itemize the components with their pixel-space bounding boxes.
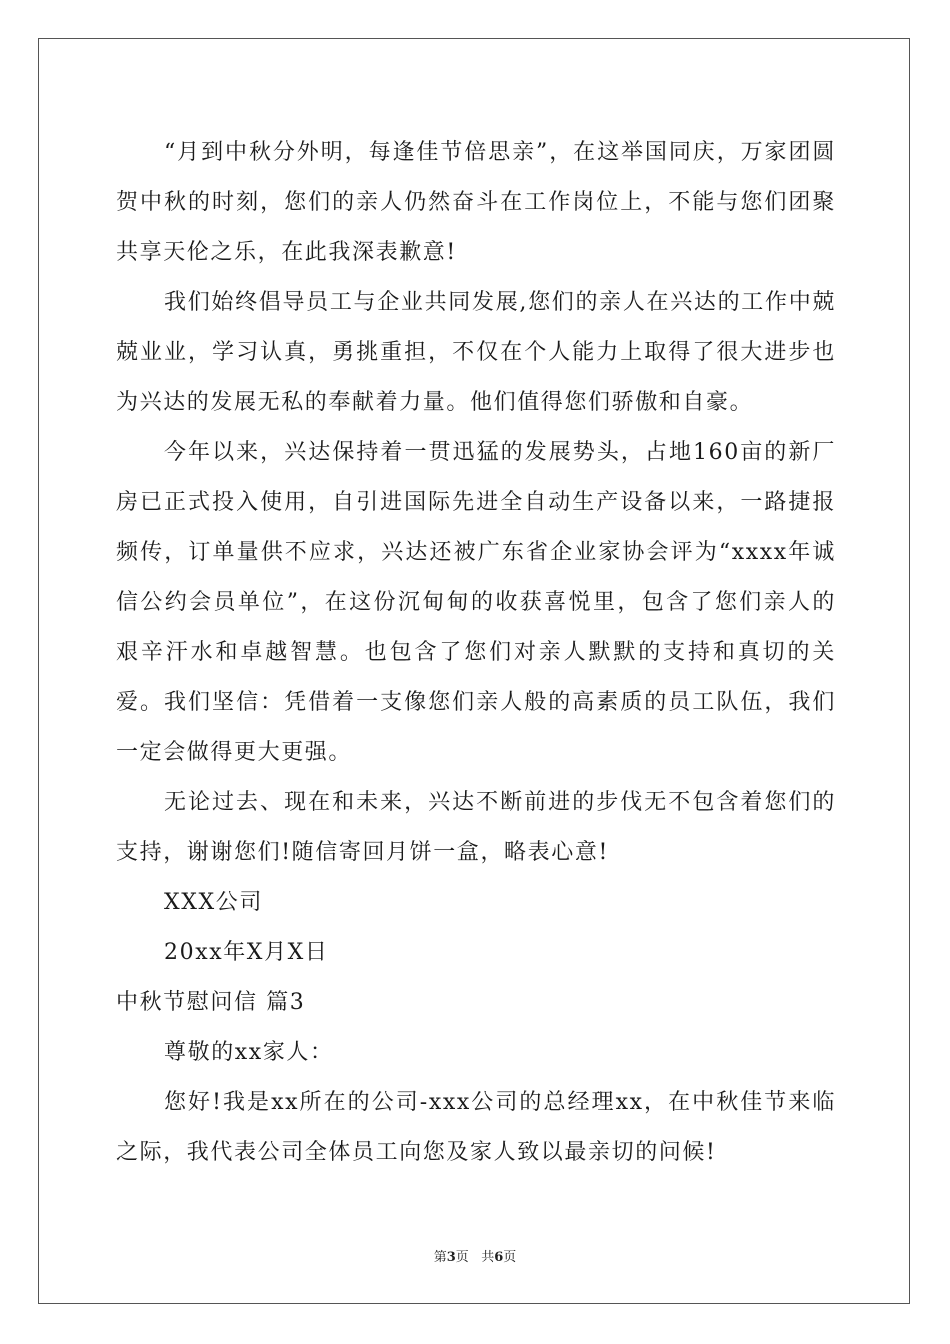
total-label-suffix: 页	[503, 1250, 517, 1265]
section-title: 中秋节慰问信 篇3	[116, 990, 306, 1015]
paragraph: 您好!我是xx所在的公司-xxx公司的总经理xx，在中秋佳节来临之际，我代表公司全体员工向您及家人致以最亲切的问候!	[116, 1090, 836, 1165]
paragraph: 无论过去、现在和未来，兴达不断前进的步伐无不包含着您们的支持，谢谢您们!随信寄回月饼一盒，略表心意!	[116, 790, 836, 865]
letter-body	[116, 128, 836, 1178]
signature-company: XXX公司	[164, 890, 263, 915]
signature-date: 20xx年X月X日	[164, 940, 329, 965]
salutation: 尊敬的xx家人：	[164, 1040, 334, 1065]
page-footer	[0, 1246, 950, 1265]
paragraph: 今年以来，兴达保持着一贯迅猛的发展势头，占地160亩的新厂房已正式投入使用，自引进国际先进全自动生产设备以来，一路捷报频传，订单量供不应求，兴达还被广东省企业家协会评为“xxxx年诚信公约会员单位”，在这份沉甸甸的收获喜悦里，包含了您们亲人的艰辛汗水和卓越智慧。也包含了您们对亲人默默的支持和真切的关爱。我们坚信：凭借着一支像您们亲人般的高素质的员工队伍，我们一定会做得更大更强。	[116, 440, 836, 765]
page-label-suffix: 页	[455, 1250, 469, 1265]
page-current: 3	[446, 1250, 456, 1265]
paragraph: “月到中秋分外明，每逢佳节倍思亲”，在这举国同庆，万家团圆贺中秋的时刻，您们的亲人仍然奋斗在工作岗位上，不能与您们团聚共享天伦之乐，在此我深表歉意!	[116, 140, 836, 265]
page-label-prefix: 第	[433, 1250, 447, 1265]
page-total: 6	[494, 1250, 504, 1265]
paragraph: 我们始终倡导员工与企业共同发展,您们的亲人在兴达的工作中兢兢业业，学习认真，勇挑重担，不仅在个人能力上取得了很大进步也为兴达的发展无私的奉献着力量。他们值得您们骄傲和自豪。	[116, 290, 836, 415]
total-label-prefix: 共	[481, 1250, 495, 1265]
